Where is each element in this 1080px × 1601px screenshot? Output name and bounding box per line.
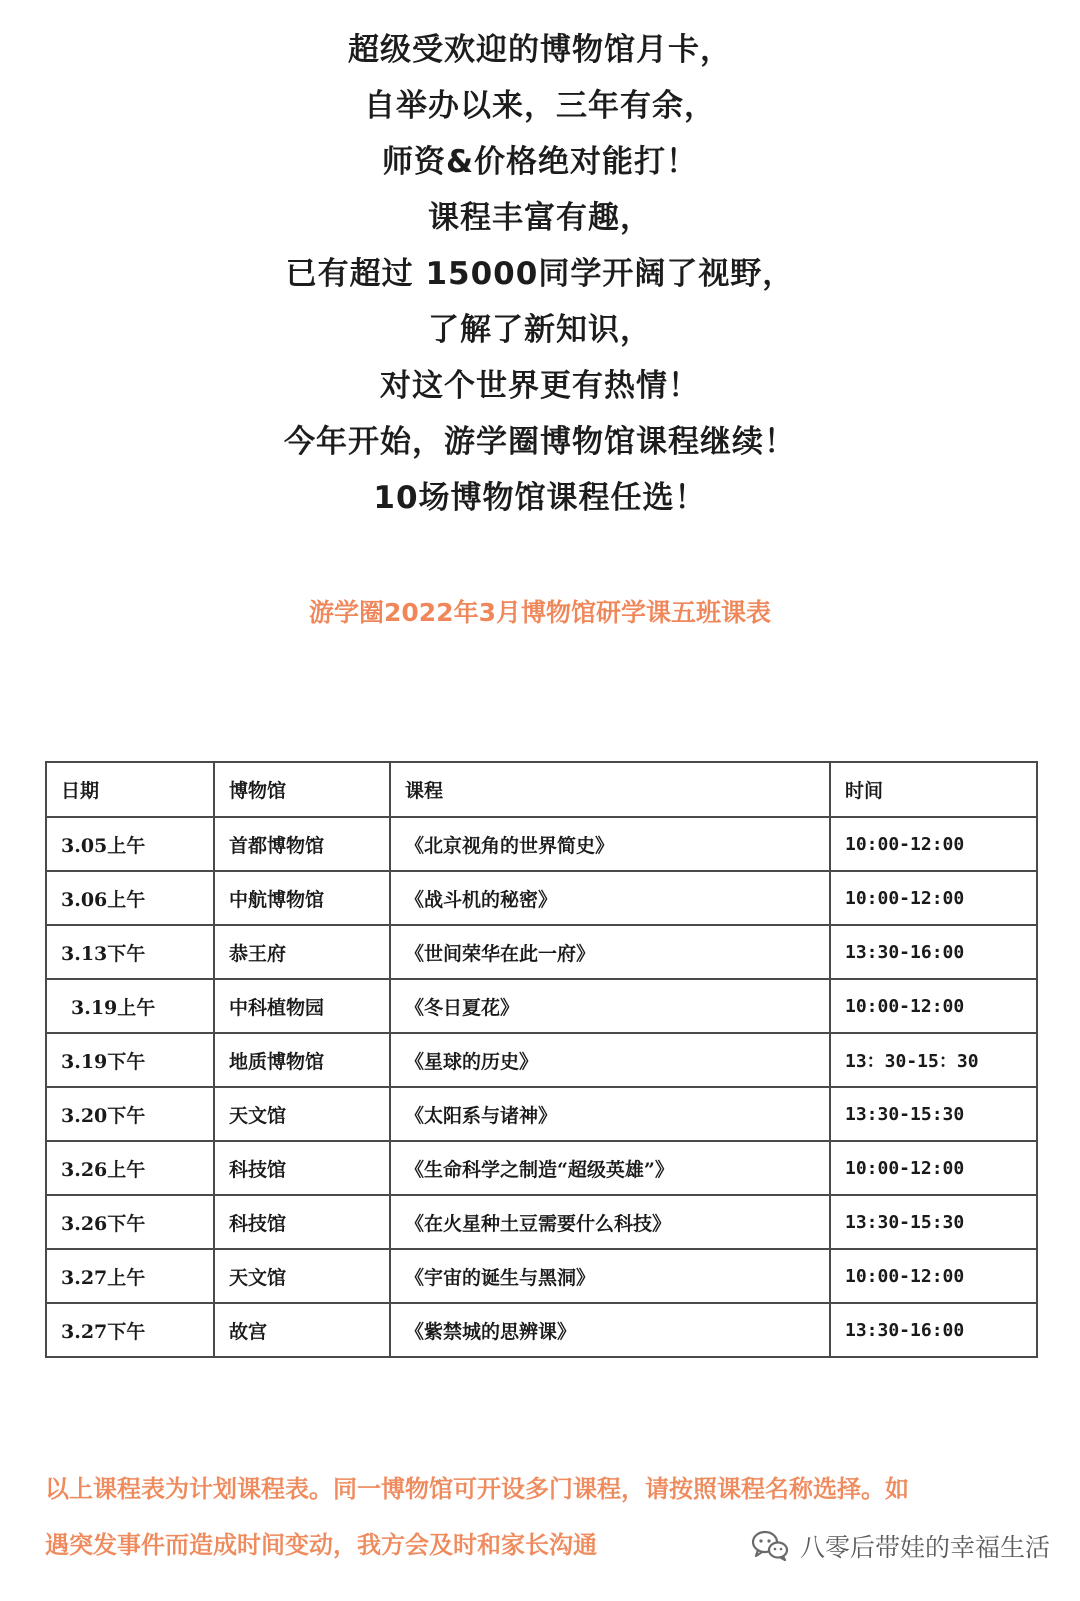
- intro-line: 师资&价格绝对能打！: [381, 144, 699, 180]
- cell-course: 《冬日夏花》: [390, 979, 830, 1033]
- cell-museum: 首都博物馆: [214, 817, 390, 871]
- cell-time: 13:30-16:00: [830, 1303, 1037, 1357]
- intro-line: 了解了新知识，: [428, 312, 652, 348]
- intro-line: 对这个世界更有热情！: [380, 368, 700, 404]
- cell-course: 《世间荣华在此一府》: [390, 925, 830, 979]
- table-row: [46, 817, 1037, 871]
- watermark-text: 八零后带娃的幸福生活: [799, 1533, 1050, 1562]
- watermark: [750, 1528, 1050, 1564]
- cell-course: 《宇宙的诞生与黑洞》: [390, 1249, 830, 1303]
- table-row: [46, 871, 1037, 925]
- cell-course: 《在火星种土豆需要什么科技》: [390, 1195, 830, 1249]
- cell-date: 3.27上午: [46, 1249, 214, 1303]
- cell-date: 3.27下午: [46, 1303, 214, 1357]
- cell-time: 10:00-12:00: [830, 1249, 1037, 1303]
- cell-museum: 地质博物馆: [214, 1033, 390, 1087]
- table-row: [46, 1249, 1037, 1303]
- intro-line: 10场博物馆课程任选！: [373, 480, 707, 516]
- intro-line: 自举办以来，三年有余，: [364, 88, 716, 124]
- cell-course: 《战斗机的秘密》: [390, 871, 830, 925]
- cell-date: 3.19上午: [46, 979, 214, 1033]
- cell-course: 《太阳系与诸神》: [390, 1087, 830, 1141]
- cell-museum: 天文馆: [214, 1249, 390, 1303]
- cell-time: 10:00-12:00: [830, 817, 1037, 871]
- table-row: [46, 1033, 1037, 1087]
- cell-date: 3.05上午: [46, 817, 214, 871]
- cell-date: 3.19下午: [46, 1033, 214, 1087]
- table-row: [46, 979, 1037, 1033]
- schedule-table: [45, 761, 1038, 1358]
- cell-course: 《生命科学之制造“超级英雄”》: [390, 1141, 830, 1195]
- header-course: 课程: [390, 762, 830, 817]
- intro-text: [0, 22, 1080, 526]
- cell-time: 13:30-16:00: [830, 925, 1037, 979]
- cell-date: 3.06上午: [46, 871, 214, 925]
- table-header-row: [46, 762, 1037, 817]
- header-museum: 博物馆: [214, 762, 390, 817]
- cell-course: 《星球的历史》: [390, 1033, 830, 1087]
- intro-line: 课程丰富有趣，: [428, 200, 652, 236]
- table-row: [46, 1303, 1037, 1357]
- header-time: 时间: [830, 762, 1037, 817]
- cell-museum: 中科植物园: [214, 979, 390, 1033]
- intro-line: 超级受欢迎的博物馆月卡，: [348, 32, 732, 68]
- header-date: 日期: [46, 762, 214, 817]
- cell-museum: 故宫: [214, 1303, 390, 1357]
- cell-time: 13：30-15：30: [830, 1033, 1037, 1087]
- schedule-title: 游学圈2022年3月博物馆研学课五班课表: [309, 598, 771, 627]
- cell-date: 3.20下午: [46, 1087, 214, 1141]
- cell-museum: 科技馆: [214, 1141, 390, 1195]
- cell-time: 13:30-15:30: [830, 1195, 1037, 1249]
- cell-museum: 天文馆: [214, 1087, 390, 1141]
- cell-museum: 科技馆: [214, 1195, 390, 1249]
- cell-date: 3.26下午: [46, 1195, 214, 1249]
- table-row: [46, 925, 1037, 979]
- cell-time: 10:00-12:00: [830, 871, 1037, 925]
- cell-time: 13:30-15:30: [830, 1087, 1037, 1141]
- note-line: 以上课程表为计划课程表。同一博物馆可开设多门课程，请按照课程名称选择。如: [45, 1475, 909, 1503]
- table-row: [46, 1195, 1037, 1249]
- cell-course: 《紫禁城的思辨课》: [390, 1303, 830, 1357]
- cell-date: 3.13下午: [46, 925, 214, 979]
- intro-line: 已有超过 15000同学开阔了视野，: [285, 256, 795, 292]
- note-line: 遇突发事件而造成时间变动，我方会及时和家长沟通: [45, 1531, 597, 1559]
- table-row: [46, 1087, 1037, 1141]
- cell-museum: 中航博物馆: [214, 871, 390, 925]
- cell-museum: 恭王府: [214, 925, 390, 979]
- wechat-icon: [750, 1529, 790, 1563]
- table-row: [46, 1141, 1037, 1195]
- cell-time: 10:00-12:00: [830, 979, 1037, 1033]
- cell-date: 3.26上午: [46, 1141, 214, 1195]
- cell-course: 《北京视角的世界简史》: [390, 817, 830, 871]
- cell-time: 10:00-12:00: [830, 1141, 1037, 1195]
- intro-line: 今年开始，游学圈博物馆课程继续！: [284, 424, 796, 460]
